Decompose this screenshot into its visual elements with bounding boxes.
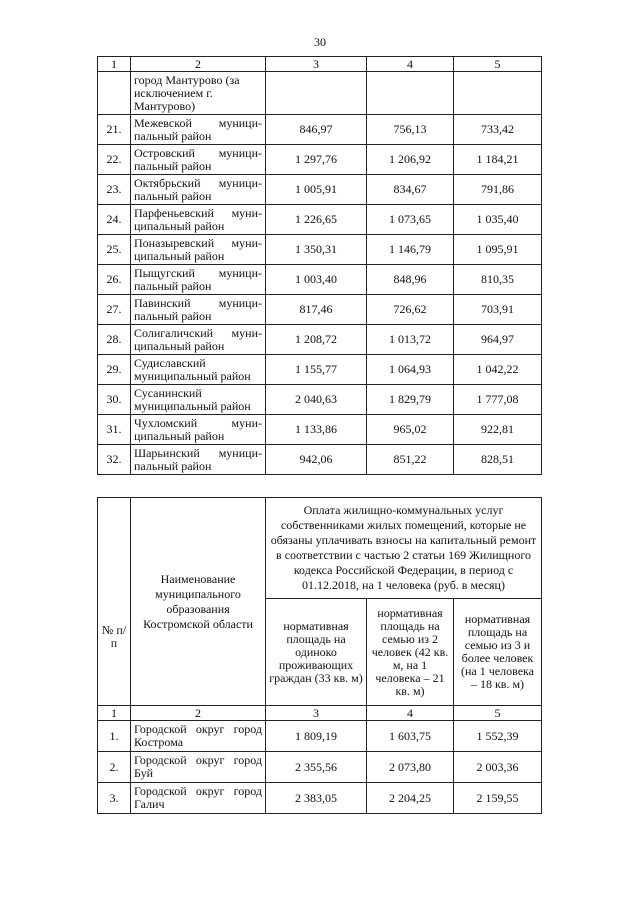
municipality-name: Городской округ город Буй (131, 752, 266, 783)
value-21: 756,13 (367, 115, 454, 145)
value-21: 1 829,79 (367, 385, 454, 415)
table-row (98, 355, 542, 385)
header-number: № п/п (98, 498, 131, 706)
value-21: 834,67 (367, 175, 454, 205)
value-21: 848,96 (367, 265, 454, 295)
row-number: 31. (98, 415, 131, 445)
value-18: 733,42 (454, 115, 542, 145)
row-number: 22. (98, 145, 131, 175)
value-18: 810,35 (454, 265, 542, 295)
value-33: 2 383,05 (266, 783, 367, 814)
value-18: 1 042,22 (454, 355, 542, 385)
value-18: 964,97 (454, 325, 542, 355)
value-33: 2 040,63 (266, 385, 367, 415)
header-group: Оплата жилищно-коммунальных услуг собственниками жилых помещений, которые не обязаны уплачивать взносы на капитальный ремонт в соответствии с частью 2 статьи 169 Жилищного кодекса Российской Федерации, в период с 01.12.2018, на 1 человека (руб. в месяц) (266, 498, 542, 599)
row-number: 3. (98, 783, 131, 814)
value-18: 1 184,21 (454, 145, 542, 175)
column-number-row (98, 706, 542, 721)
row-number: 21. (98, 115, 131, 145)
value-18: 1 035,40 (454, 205, 542, 235)
value-21 (367, 72, 454, 115)
value-21: 1 013,72 (367, 325, 454, 355)
table-row (98, 445, 542, 475)
value-33: 1 226,65 (266, 205, 367, 235)
row-number: 27. (98, 295, 131, 325)
value-33: 1 133,86 (266, 415, 367, 445)
rates-table (97, 497, 542, 814)
value-18: 1 552,39 (454, 721, 542, 752)
municipality-name: Городской округ город Галич (131, 783, 266, 814)
header-col3: нормативная площадь на одиноко проживающих граждан (33 кв. м) (266, 599, 367, 706)
municipality-name: Солигаличский муни-ципальный район (131, 325, 266, 355)
value-18 (454, 72, 542, 115)
row-number (98, 72, 131, 115)
table-row (98, 752, 542, 783)
table-row (98, 235, 542, 265)
page-number: 30 (314, 35, 326, 49)
header-col5: нормативная площадь на семью из 3 и более человек (на 1 человека – 18 кв. м) (454, 599, 542, 706)
value-18: 922,81 (454, 415, 542, 445)
value-21: 1 206,92 (367, 145, 454, 175)
value-33: 1 809,19 (266, 721, 367, 752)
column-number: 3 (266, 57, 367, 72)
municipality-name: Шарьинский муници-пальный район (131, 445, 266, 475)
municipality-name: Пыщугский муници-пальный район (131, 265, 266, 295)
column-number: 2 (131, 706, 266, 721)
value-18: 1 095,91 (454, 235, 542, 265)
value-18: 2 003,36 (454, 752, 542, 783)
column-number: 1 (98, 57, 131, 72)
municipality-name: город Мантурово (за исключением г. Мантурово) (131, 72, 266, 115)
municipality-name: Межевской муници-пальный район (131, 115, 266, 145)
municipality-name: Островский муници-пальный район (131, 145, 266, 175)
municipality-name: Сусанинский муниципальный район (131, 385, 266, 415)
table-row-continuation (98, 72, 542, 115)
value-21: 1 146,79 (367, 235, 454, 265)
table-row (98, 415, 542, 445)
header-municipality: Наименование муниципального образования Костромской области (131, 498, 266, 706)
value-33: 1 003,40 (266, 265, 367, 295)
value-33: 817,46 (266, 295, 367, 325)
column-number: 4 (367, 706, 454, 721)
municipality-name: Октябрьский муници-пальный район (131, 175, 266, 205)
row-number: 25. (98, 235, 131, 265)
row-number: 26. (98, 265, 131, 295)
value-21: 965,02 (367, 415, 454, 445)
value-33: 2 355,56 (266, 752, 367, 783)
municipality-name: Поназыревский муни-ципальный район (131, 235, 266, 265)
row-number: 28. (98, 325, 131, 355)
value-21: 851,22 (367, 445, 454, 475)
table-header-row (98, 498, 542, 599)
value-33: 1 005,91 (266, 175, 367, 205)
row-number: 23. (98, 175, 131, 205)
table-row (98, 385, 542, 415)
row-number: 24. (98, 205, 131, 235)
column-number: 5 (454, 57, 542, 72)
value-18: 2 159,55 (454, 783, 542, 814)
value-18: 703,91 (454, 295, 542, 325)
value-18: 791,86 (454, 175, 542, 205)
table-row (98, 721, 542, 752)
column-number-row (98, 57, 542, 72)
row-number: 2. (98, 752, 131, 783)
value-21: 1 073,65 (367, 205, 454, 235)
value-18: 828,51 (454, 445, 542, 475)
value-33: 1 350,31 (266, 235, 367, 265)
table-row (98, 115, 542, 145)
value-33: 942,06 (266, 445, 367, 475)
row-number: 29. (98, 355, 131, 385)
municipality-name: Парфеньевский муни-ципальный район (131, 205, 266, 235)
rates-table-continued (97, 56, 542, 475)
municipality-name: Городской округ город Кострома (131, 721, 266, 752)
value-33 (266, 72, 367, 115)
header-col4: нормативная площадь на семью из 2 человек (42 кв. м, на 1 человека – 21 кв. м) (367, 599, 454, 706)
value-21: 1 064,93 (367, 355, 454, 385)
column-number: 4 (367, 57, 454, 72)
value-33: 1 297,76 (266, 145, 367, 175)
table-row (98, 265, 542, 295)
value-33: 1 208,72 (266, 325, 367, 355)
table-row (98, 325, 542, 355)
value-33: 1 155,77 (266, 355, 367, 385)
value-21: 2 073,80 (367, 752, 454, 783)
table-row (98, 175, 542, 205)
value-21: 2 204,25 (367, 783, 454, 814)
value-21: 1 603,75 (367, 721, 454, 752)
table-row (98, 145, 542, 175)
row-number: 32. (98, 445, 131, 475)
column-number: 1 (98, 706, 131, 721)
value-21: 726,62 (367, 295, 454, 325)
column-number: 3 (266, 706, 367, 721)
municipality-name: Павинский муници-пальный район (131, 295, 266, 325)
table-row (98, 783, 542, 814)
value-33: 846,97 (266, 115, 367, 145)
column-number: 5 (454, 706, 542, 721)
table-row (98, 295, 542, 325)
row-number: 1. (98, 721, 131, 752)
value-18: 1 777,08 (454, 385, 542, 415)
column-number: 2 (131, 57, 266, 72)
row-number: 30. (98, 385, 131, 415)
municipality-name: Судиславский муниципальный район (131, 355, 266, 385)
table-row (98, 205, 542, 235)
municipality-name: Чухломский муни-ципальный район (131, 415, 266, 445)
